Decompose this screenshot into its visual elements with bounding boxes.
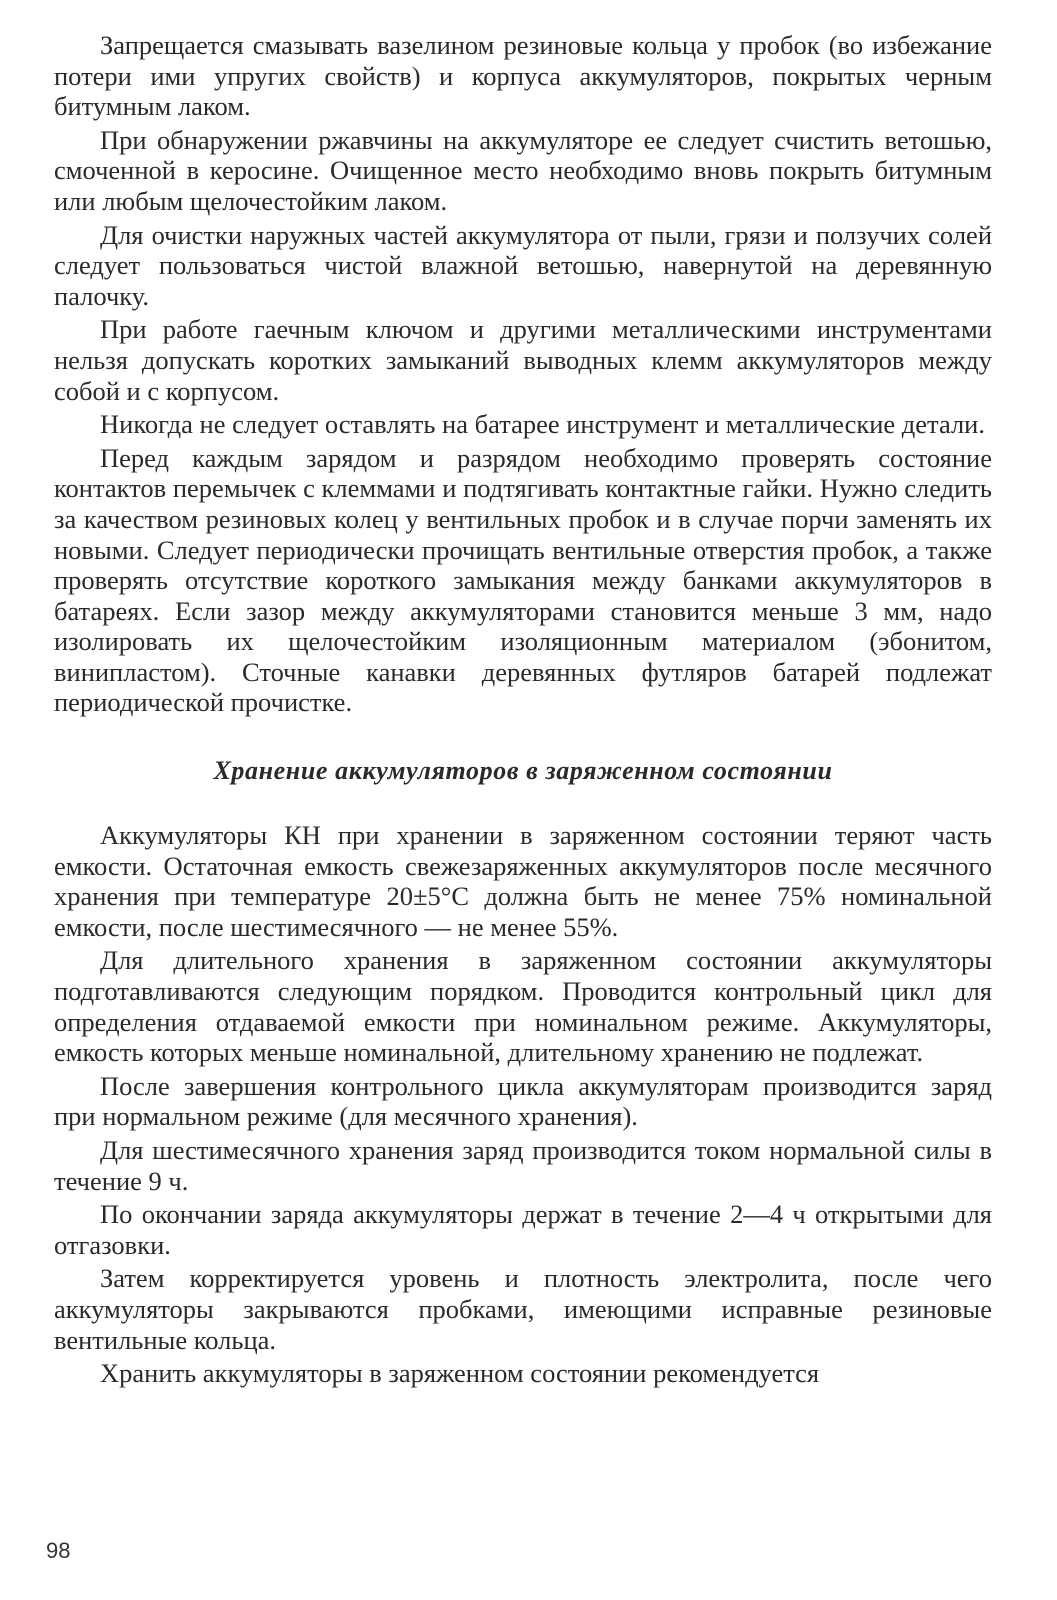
- paragraph: Затем корректируется уровень и плотность электролита, после чего аккумуляторы закрываются пробками, имеющими исправные резиновые вентильные кольца.: [54, 1263, 992, 1355]
- paragraph: Для длительного хранения в заряженном состоянии аккумуляторы подготавливаются следующим порядком. Проводится контрольный цикл для определения отдаваемой емкости при номинальном режиме. Аккумуляторы, емкость которых меньше номинальной, длительному хранению не подлежат.: [54, 945, 992, 1068]
- paragraph: Запрещается смазывать вазелином резиновые кольца у пробок (во избежание потери ими упругих свойств) и корпуса аккумуляторов, покрытых черным битумным лаком.: [54, 30, 992, 122]
- paragraph: При обнаружении ржавчины на аккумуляторе ее следует счистить ветошью, смоченной в керосине. Очищенное место необходимо вновь покрыть битумным или любым щелочестойким лаком.: [54, 124, 992, 216]
- paragraph: При работе гаечным ключом и другими металлическими инструментами нельзя допускать коротких замыканий выводных клемм аккумуляторов между собой и с корпусом.: [54, 314, 992, 406]
- paragraph: После завершения контрольного цикла аккумуляторам производится заряд при нормальном режиме (для месячного хранения).: [54, 1070, 992, 1132]
- paragraph: Аккумуляторы КН при хранении в заряженном состоянии теряют часть емкости. Остаточная емкость свежезаряженных аккумуляторов после месячного хранения при температуре 20±5°С должна быть не менее 75% номинальной емкости, после шестимесячного — не менее 55%.: [54, 820, 992, 942]
- paragraph: Никогда не следует оставлять на батарее инструмент и металлические детали.: [100, 409, 985, 440]
- page-number: 98: [46, 1538, 71, 1563]
- paragraph: Для очистки наружных частей аккумулятора от пыли, грязи и ползучих солей следует пользоваться чистой влажной ветошью, навернутой на деревянную палочку.: [54, 219, 992, 311]
- paragraph: По окончании заряда аккумуляторы держат в течение 2—4 ч открытыми для отгазовки.: [54, 1199, 992, 1260]
- paragraph: Перед каждым зарядом и разрядом необходимо проверять состояние контактов перемычек с клеммами и подтягивать контактные гайки. Нужно следить за качеством резиновых колец у вентильных пробок и в случае порчи заменять их новыми. Следует периодически прочищать вентильные отверстия пробок, а также проверять отсутствие короткого замыкания между банками аккумуляторов в батареях. Если зазор между аккумуляторами становится меньше 3 мм, надо изолировать их щелочестойким изоляционным материалом (эбонитом, винипластом). Сточные канавки деревянных футляров батарей подлежат периодической прочистке.: [54, 442, 992, 718]
- paragraph: Хранить аккумуляторы в заряженном состоянии рекомендуется: [100, 1358, 820, 1389]
- paragraph: Для шестимесячного хранения заряд производится током нормальной силы в течение 9 ч.: [54, 1135, 992, 1196]
- section-heading: Хранение аккумуляторов в заряженном состоянии: [213, 756, 833, 786]
- page-body: [54, 30, 992, 1392]
